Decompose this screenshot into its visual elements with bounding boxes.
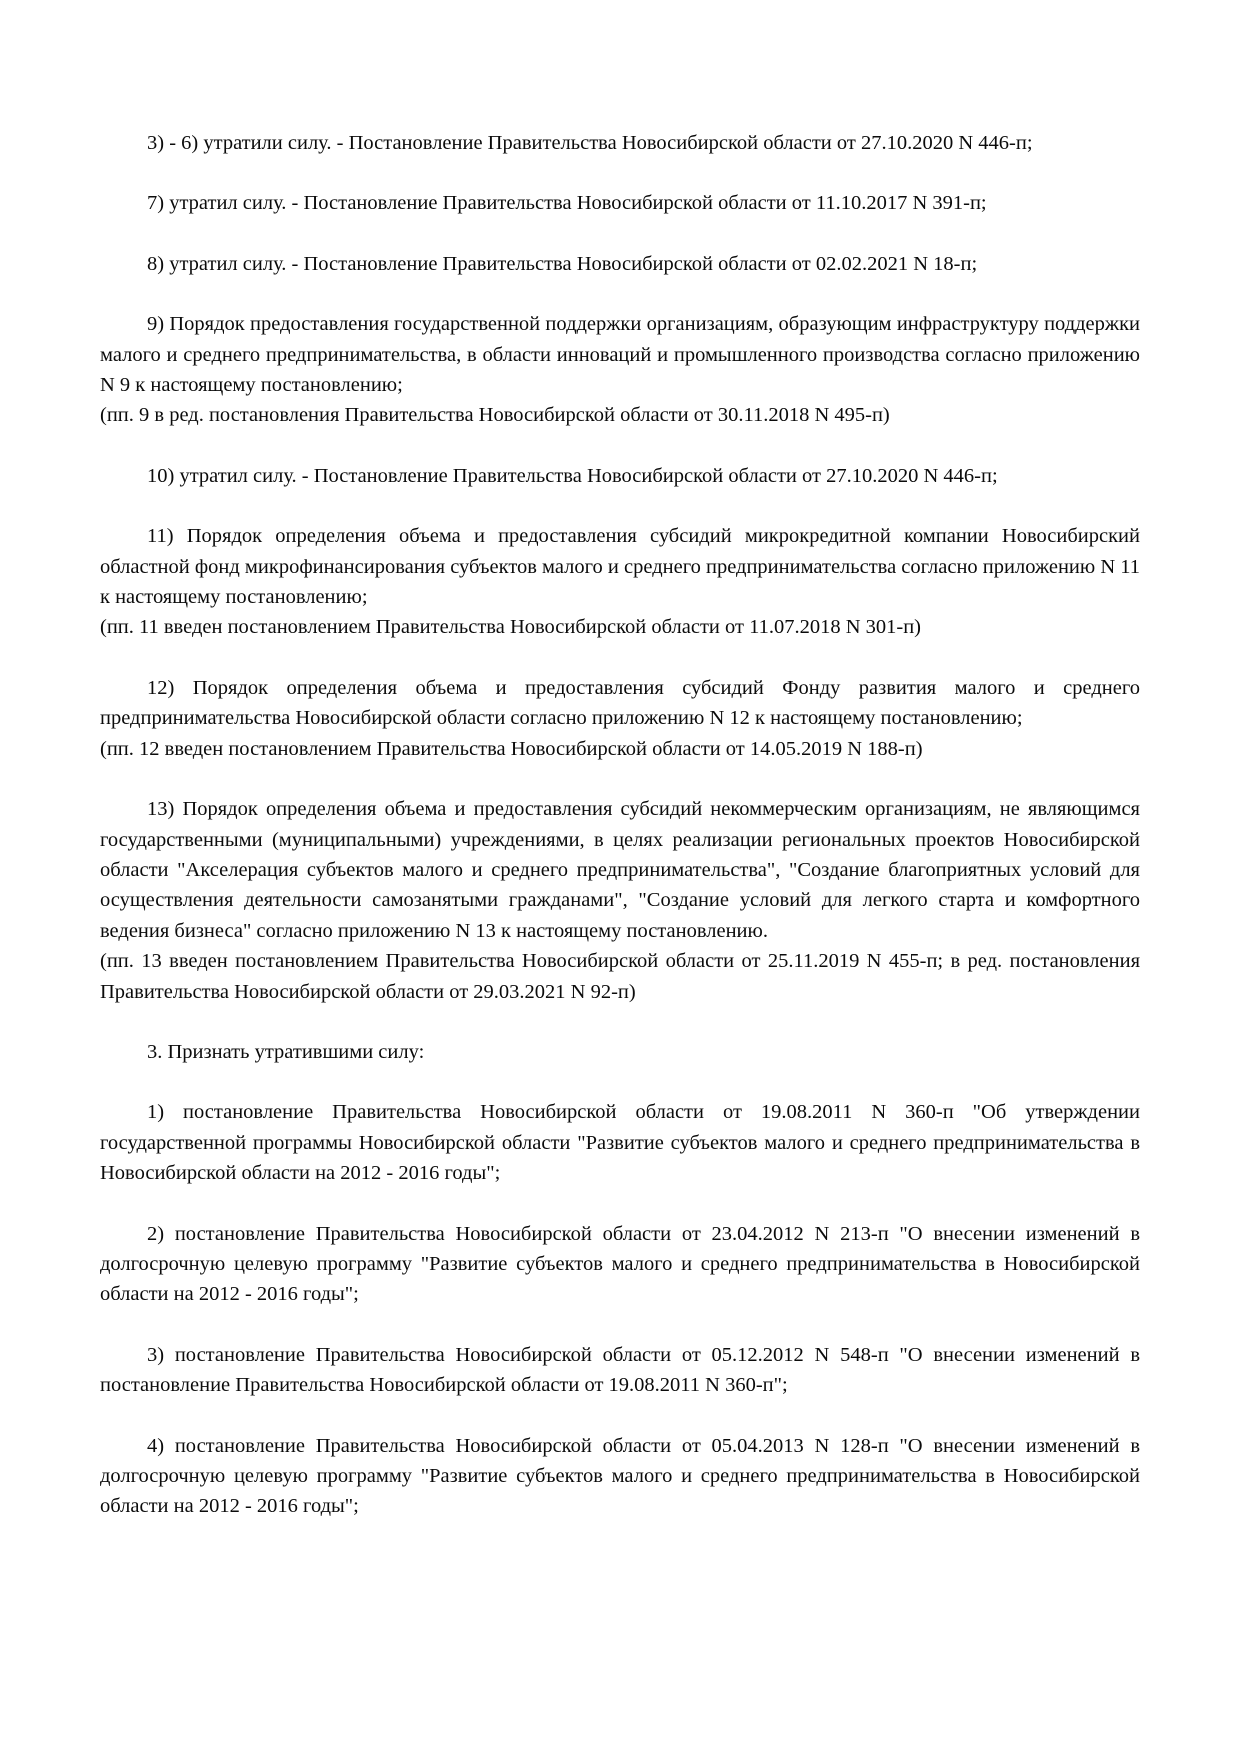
- paragraph-subitem-2: 2) постановление Правительства Новосибирской области от 23.04.2012 N 213-п "О внесении изменений в долгосрочную целевую программу "Развитие субъектов малого и среднего предпринимательства в Новосибирской области на 2012 - 2016 годы";: [100, 1222, 1140, 1306]
- paragraph-subitem-1: 1) постановление Правительства Новосибирской области от 19.08.2011 N 360-п "Об утверждении государственной программы Новосибирской области "Развитие субъектов малого и среднего предпринимательства в Новосибирской области на 2012 - 2016 годы";: [100, 1101, 1140, 1185]
- paragraph-item-12: 12) Порядок определения объема и предоставления субсидий Фонду развития малого и среднего предпринимательства Новосибирской области согласно приложению N 12 к настоящему постановлению;: [100, 676, 1140, 730]
- paragraph-item-11: 11) Порядок определения объема и предоставления субсидий микрокредитной компании Новосибирский областной фонд микрофинансирования субъектов малого и среднего предпринимательства согласно приложению N 11 к настоящему постановлению;: [100, 525, 1141, 609]
- paragraph-item-3-6: 3) - 6) утратили силу. - Постановление Правительства Новосибирской области от 27.10.2020 N 446-п;: [147, 132, 1033, 154]
- paragraph-item-7: 7) утратил силу. - Постановление Правительства Новосибирской области от 11.10.2017 N 391-п;: [147, 192, 987, 215]
- paragraph-item-12-amendment-note: (пп. 12 введен постановлением Правительства Новосибирской области от 14.05.2019 N 188-п): [100, 737, 923, 760]
- paragraph-item-9: 9) Порядок предоставления государственной поддержки организациям, образующим инфраструктуру поддержки малого и среднего предпринимательства, в области инноваций и промышленного производства согласно приложению N 9 к настоящему постановлению;: [100, 313, 1140, 397]
- paragraph-item-13-amendment-note: (пп. 13 введен постановлением Правительства Новосибирской области от 25.11.2019 N 455-п; в ред. постановления Правительства Новосибирской области от 29.03.2021 N 92-п): [100, 950, 1140, 1003]
- paragraph-item-13: 13) Порядок определения объема и предоставления субсидий некоммерческим организациям, не являющимся государственными (муниципальными) учреждениями, в целях реализации региональных проектов Новосибирской области "Акселерация субъектов малого и среднего предпринимательства", "Создание благоприятных условий для осуществления деятельности самозанятыми гражданами", "Создание условий для легкого старта и комфортного ведения бизнеса" согласно приложению N 13 к настоящему постановлению.: [100, 798, 1140, 942]
- paragraph-subitem-4: 4) постановление Правительства Новосибирской области от 05.04.2013 N 128-п "О внесении изменений в долгосрочную целевую программу "Развитие субъектов малого и среднего предпринимательства в Новосибирской области на 2012 - 2016 годы";: [100, 1434, 1140, 1518]
- paragraph-item-8: 8) утратил силу. - Постановление Правительства Новосибирской области от 02.02.2021 N 18-п;: [147, 252, 978, 275]
- document-body: [100, 128, 1140, 1522]
- paragraph-item-10: 10) утратил силу. - Постановление Правительства Новосибирской области от 27.10.2020 N 446-п;: [147, 464, 998, 487]
- paragraph-section-3-heading: 3. Признать утратившими силу:: [147, 1040, 425, 1063]
- paragraph-item-9-amendment-note: (пп. 9 в ред. постановления Правительства Новосибирской области от 30.11.2018 N 495-п): [100, 404, 890, 427]
- paragraph-item-11-amendment-note: (пп. 11 введен постановлением Правительства Новосибирской области от 11.07.2018 N 301-п): [100, 616, 922, 639]
- paragraph-subitem-3: 3) постановление Правительства Новосибирской области от 05.12.2012 N 548-п "О внесении изменений в постановление Правительства Новосибирской области от 19.08.2011 N 360-п";: [100, 1343, 1140, 1397]
